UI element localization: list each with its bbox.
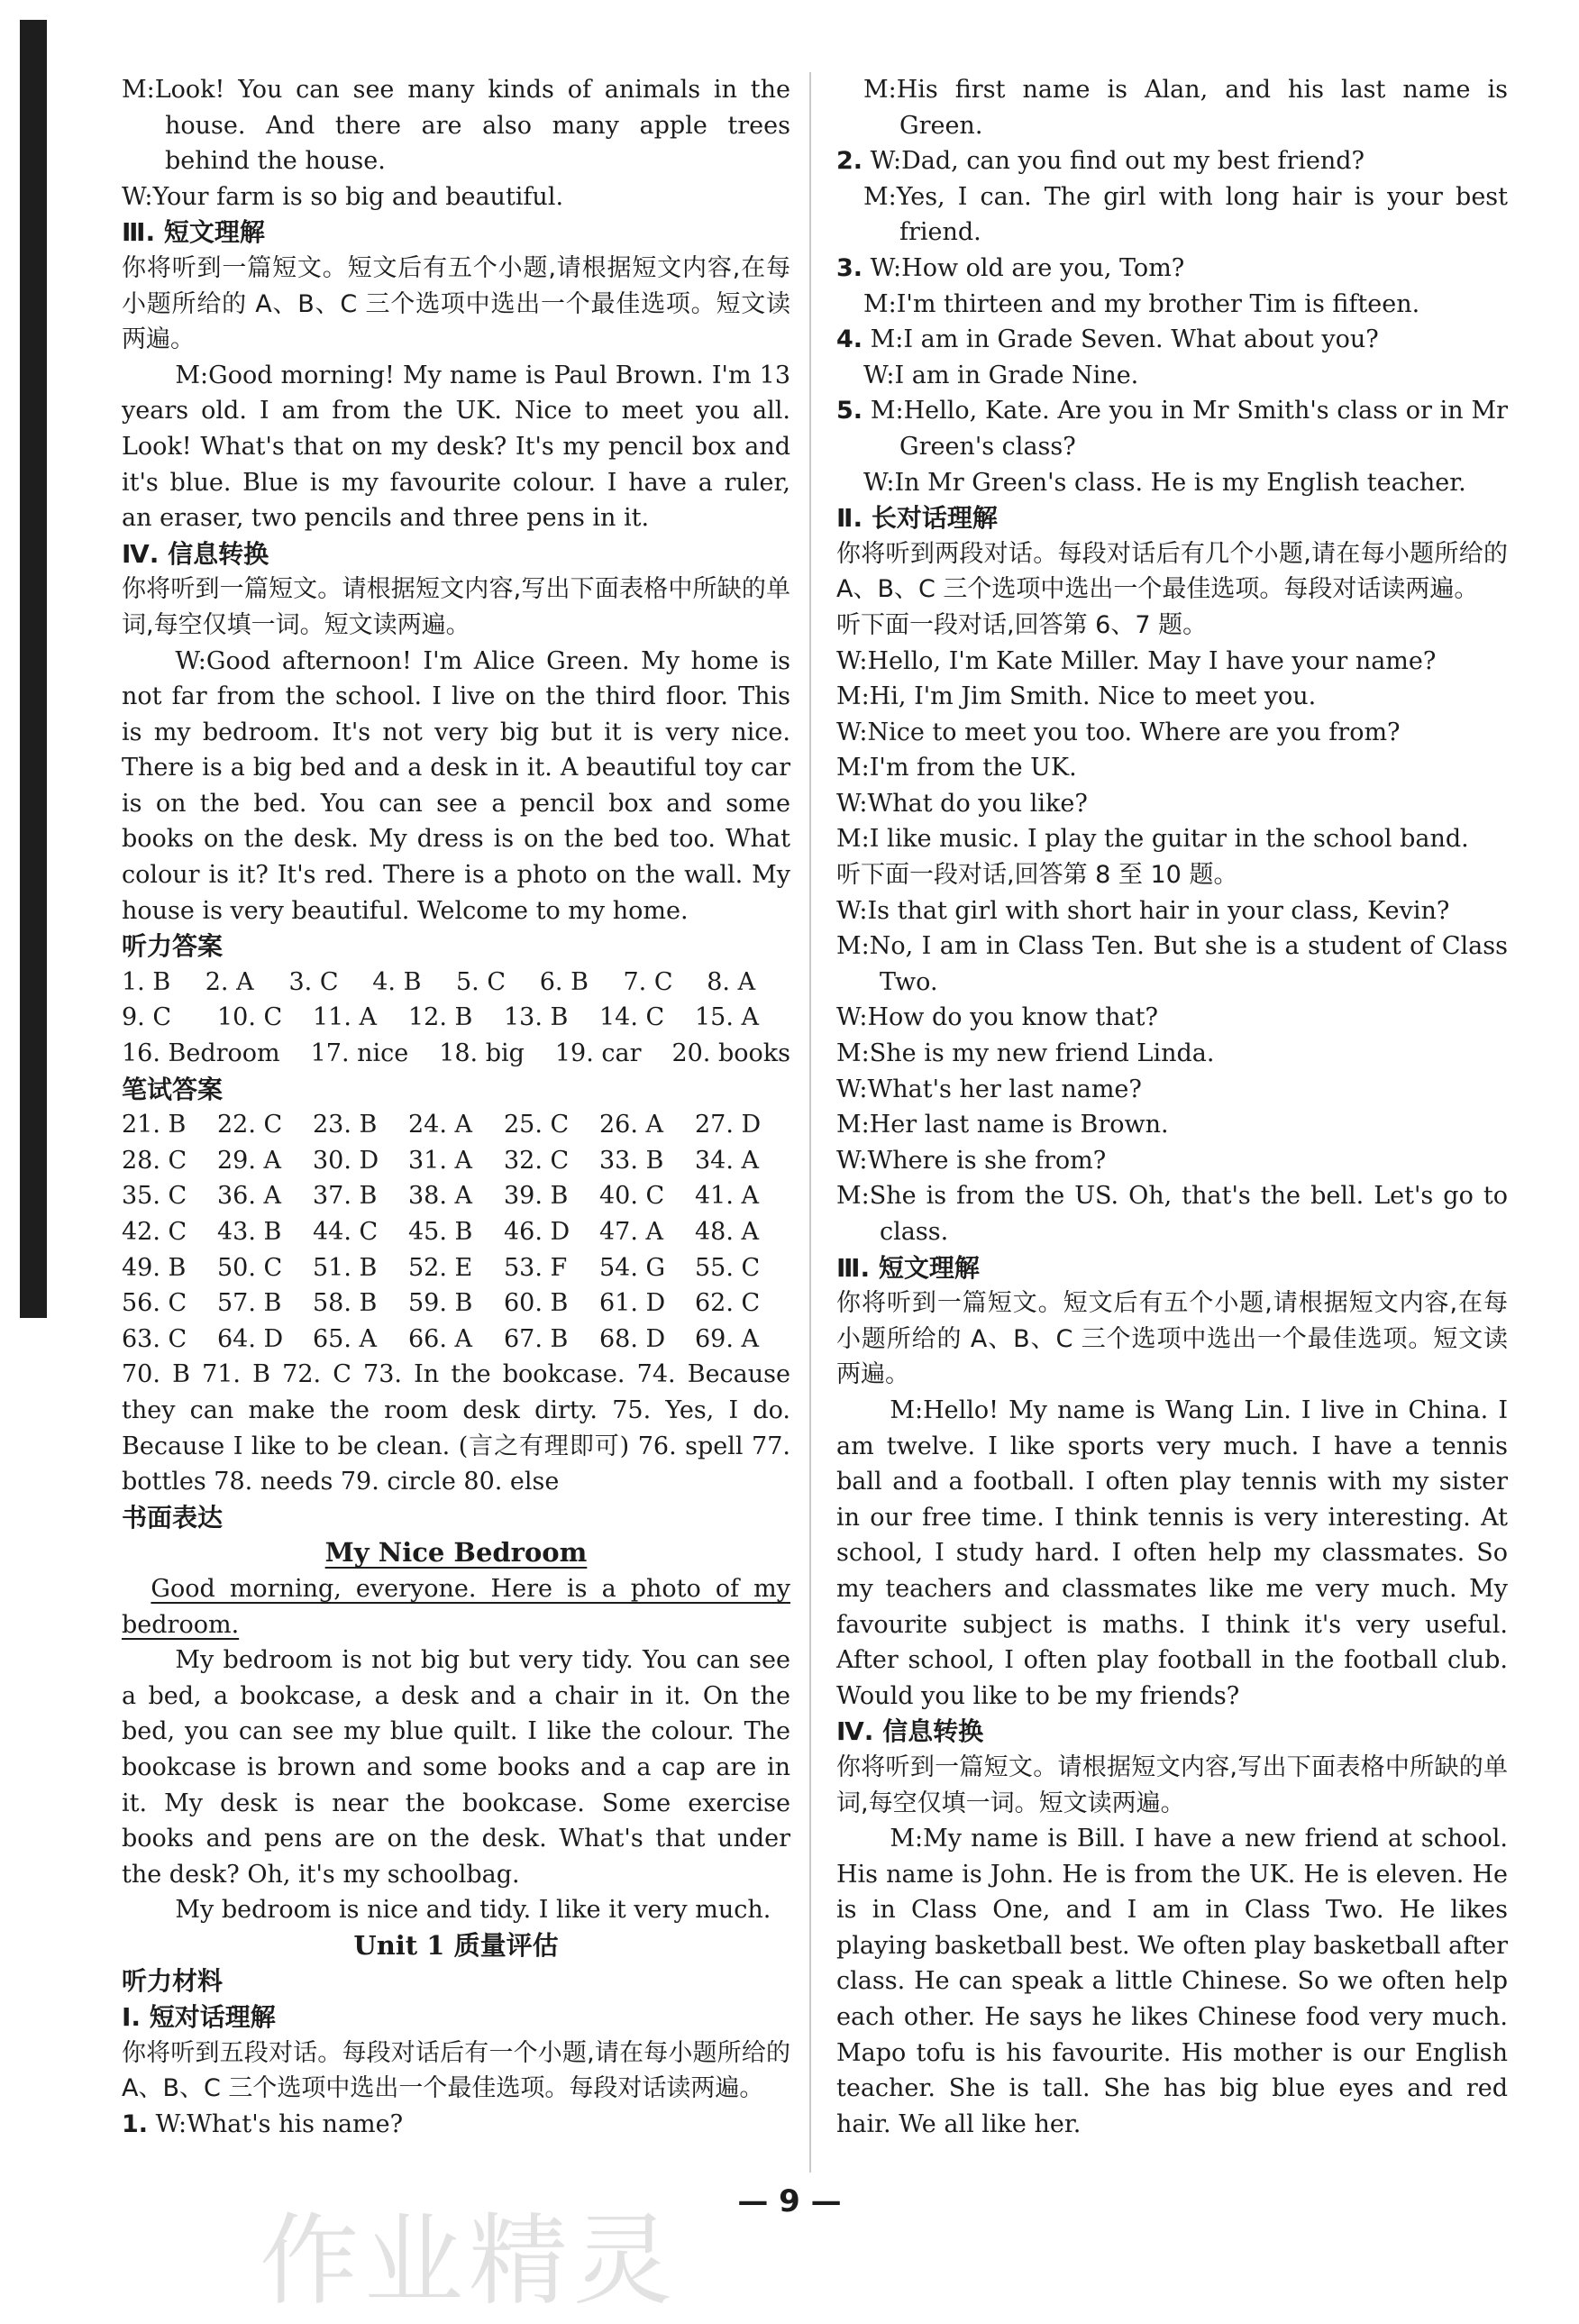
- answer-item: 41. A: [695, 1182, 760, 1211]
- answer-item: 20. books: [671, 1039, 790, 1068]
- dialog-line: M:His first name is Alan, and his last name is Green.: [863, 76, 1508, 140]
- section-instruction: 你将听到一篇短文。请根据短文内容,写出下面表格中所缺的单词,每空仅填一词。短文读两遍。: [836, 1752, 1508, 1817]
- answer-item: 67. B: [504, 1324, 569, 1353]
- dialog-line: W:Nice to meet you too. Where are you from?: [836, 718, 1401, 746]
- answer-item: 9. C: [122, 1003, 172, 1032]
- answer-item: 44. C: [313, 1218, 379, 1246]
- answer-item: 52. E: [408, 1253, 473, 1282]
- answer-item: 61. D: [599, 1289, 666, 1318]
- dialog-line: W:Where is she from?: [836, 1146, 1107, 1175]
- answer-row: [122, 965, 790, 1001]
- dialog-line: W:How do you know that?: [836, 1003, 1158, 1032]
- answer-item: 39. B: [504, 1182, 569, 1211]
- passage-text: M:Hello! My name is Wang Lin. I live in China. I am twelve. I like sports very much. I have a tennis ball and a football. I often play tennis with my sister in our free time. I think tennis is very interesting. At school, I study hard. I often help my classmates. So my teachers and classmates like me very much. My favourite subject is maths. I think it's very useful. After school, I often play football in the football club. Would you like to be my friends?: [836, 1395, 1508, 1710]
- answer-row: [122, 1143, 790, 1179]
- dialog-line: W:Your farm is so big and beautiful.: [122, 182, 564, 211]
- answer-item: 59. B: [408, 1289, 473, 1318]
- dialog-line: [122, 2107, 790, 2143]
- essay-title-text: My Nice Bedroom: [324, 1537, 588, 1569]
- conversation-intro: 听下面一段对话,回答第 6、7 题。: [836, 610, 1208, 639]
- answer-row: [122, 1286, 790, 1322]
- answer-item: 19. car: [554, 1039, 642, 1068]
- answer-item: 3. C: [288, 967, 339, 996]
- answer-item: 68. D: [599, 1324, 666, 1353]
- watermark-logo: 作业精灵: [260, 2203, 678, 2319]
- conversation-intro: 听下面一段对话,回答第 8 至 10 题。: [836, 861, 1238, 890]
- answer-item: 48. A: [695, 1218, 760, 1246]
- dialog-line: M:She is my new friend Linda.: [836, 1039, 1215, 1068]
- section-title: Ⅱ. 长对话理解: [836, 503, 998, 534]
- unit-title: Unit 1 质量评估: [353, 1929, 559, 1961]
- dialog-line: W:Hello, I'm Kate Miller. May I have your name?: [836, 646, 1437, 675]
- answer-item: 50. C: [217, 1253, 283, 1282]
- dialog-line: M:I like music. I play the guitar in the school band.: [836, 825, 1469, 854]
- answer-item: 4. B: [372, 967, 422, 996]
- answer-item: 15. A: [695, 1003, 760, 1032]
- section-instruction: 你将听到一篇短文。短文后有五个小题,请根据短文内容,在每小题所给的 A、B、C 三个选项中选出一个最佳选项。短文读两遍。: [122, 253, 790, 354]
- answer-tail: 70. B 71. B 72. C 73. In the bookcase. 74. Because they can make the room desk dirty. 75. Yes, I do. Because I like to be clean. (言之有理即可) 76. spell 77. bottles 78. needs 79. circle 80. else: [122, 1360, 790, 1496]
- page-number: — 9 —: [737, 2183, 842, 2219]
- dialog-line: W:In Mr Green's class. He is my English teacher.: [863, 468, 1466, 497]
- answer-row: [122, 1214, 790, 1250]
- answer-item: 34. A: [695, 1146, 760, 1175]
- answer-item: 58. B: [313, 1289, 378, 1318]
- answer-row: [122, 1036, 790, 1072]
- dialog-line: M:Look! You can see many kinds of animals in the house. And there are also many apple trees behind the house.: [122, 76, 790, 176]
- answer-item: 38. A: [408, 1182, 473, 1211]
- right-column: [836, 72, 1508, 2142]
- answer-row: [122, 1178, 790, 1214]
- answer-item: 28. C: [122, 1146, 187, 1175]
- dialog-line: M:Yes, I can. The girl with long hair is your best friend.: [863, 182, 1508, 247]
- answer-item: 46. D: [504, 1218, 570, 1246]
- question-number: 4.: [836, 325, 863, 354]
- essay-paragraph: [122, 1571, 790, 1642]
- answer-item: 23. B: [313, 1111, 378, 1139]
- answer-item: 56. C: [122, 1289, 187, 1318]
- answer-item: 32. C: [504, 1146, 570, 1175]
- section-title: Ⅲ. 短文理解: [836, 1252, 980, 1283]
- answer-item: 51. B: [313, 1253, 378, 1282]
- answer-item: 57. B: [217, 1289, 282, 1318]
- binding-bar: [20, 20, 47, 1318]
- answer-item: 11. A: [313, 1003, 378, 1032]
- dialog-line: M:No, I am in Class Ten. But she is a student of Class Two.: [836, 932, 1508, 996]
- answer-item: 64. D: [217, 1324, 284, 1353]
- answer-row: [122, 1000, 790, 1036]
- answer-item: 18. big: [439, 1039, 525, 1068]
- answers-heading: 笔试答案: [122, 1074, 224, 1104]
- passage-text: M:My name is Bill. I have a new friend at school. His name is John. He is from the UK. He is eleven. He is in Class One, and I am in Class Two. He likes playing basketball best. We often play basketball after class. He can speak a little Chinese. So we often help each other. He says he likes Chinese food very much. Mapo tofu is his favourite. His mother is our English teacher. She is tall. She has big blue eyes and red hair. We all like her.: [836, 1825, 1508, 2138]
- answer-item: 66. A: [408, 1324, 473, 1353]
- answer-item: 30. D: [313, 1146, 379, 1175]
- section-title: Ⅰ. 短对话理解: [122, 2002, 276, 2033]
- answer-item: 49. B: [122, 1253, 187, 1282]
- dialog-line: [836, 322, 1508, 358]
- dialog-line: W:What do you like?: [836, 789, 1088, 818]
- section-title: 听力材料: [122, 1966, 224, 1997]
- answer-item: 40. C: [599, 1182, 665, 1211]
- section-title: Ⅳ. 信息转换: [122, 538, 269, 569]
- question-number: 2.: [836, 147, 863, 176]
- answer-item: 60. B: [504, 1289, 569, 1318]
- section-instruction: 你将听到两段对话。每段对话后有几个小题,请在每小题所给的 A、B、C 三个选项中选出一个最佳选项。每段对话读两遍。: [836, 539, 1508, 604]
- answer-item: 65. A: [313, 1324, 378, 1353]
- answer-item: 45. B: [408, 1218, 473, 1246]
- dialog-text: W:How old are you, Tom?: [870, 253, 1185, 282]
- answer-item: 8. A: [707, 967, 756, 996]
- question-number: 1.: [122, 2109, 149, 2138]
- answer-item: 63. C: [122, 1324, 187, 1353]
- dialog-line: W:I am in Grade Nine.: [863, 361, 1139, 389]
- section-instruction: 你将听到五段对话。每段对话后有一个小题,请在每小题所给的 A、B、C 三个选项中选出一个最佳选项。每段对话读两遍。: [122, 2038, 790, 2103]
- answer-item: 35. C: [122, 1182, 187, 1211]
- dialog-line: M:I'm from the UK.: [836, 754, 1077, 782]
- dialog-line: W:What's her last name?: [836, 1075, 1142, 1103]
- dialog-line: M:She is from the US. Oh, that's the bell. Let's go to class.: [836, 1182, 1508, 1246]
- answer-row: [122, 1322, 790, 1358]
- answer-row: [122, 1250, 790, 1286]
- dialog-text: M:I am in Grade Seven. What about you?: [870, 325, 1379, 354]
- answer-item: 10. C: [217, 1003, 283, 1032]
- answer-item: 36. A: [217, 1182, 282, 1211]
- dialog-line: [836, 143, 1508, 179]
- essay-paragraph: My bedroom is not big but very tidy. You can see a bed, a bookcase, a desk and a chair in it. On the bed, you can see my blue quilt. I like the colour. The bookcase is brown and some books and a cap are in it. My desk is near the bookcase. Some exercise books and pens are on the desk. What's that under the desk? Oh, it's my schoolbag.: [122, 1646, 790, 1889]
- dialog-line: M:I'm thirteen and my brother Tim is fifteen.: [863, 289, 1420, 318]
- section-title: Ⅲ. 短文理解: [122, 217, 265, 248]
- answer-item: 16. Bedroom: [122, 1039, 280, 1068]
- essay-title: [122, 1535, 790, 1571]
- dialog-line: M:Her last name is Brown.: [836, 1111, 1169, 1139]
- passage-text: W:Good afternoon! I'm Alice Green. My home is not far from the school. I live on the third floor. This is my bedroom. It's not very big but it is very nice. There is a big bed and a desk in it. A beautiful toy car is on the bed. You can see a pencil box and some books on the desk. My dress is on the bed too. What colour is it? It's red. There is a photo on the wall. My house is very beautiful. Welcome to my home.: [122, 646, 790, 925]
- section-instruction: 你将听到一篇短文。请根据短文内容,写出下面表格中所缺的单词,每空仅填一词。短文读两遍。: [122, 575, 790, 639]
- section-title: Ⅳ. 信息转换: [836, 1716, 984, 1747]
- answer-item: 6. B: [539, 967, 589, 996]
- answer-item: 1. B: [122, 967, 171, 996]
- essay-opening: Good morning, everyone. Here is a photo of my bedroom.: [122, 1574, 790, 1639]
- answer-item: 13. B: [504, 1003, 569, 1032]
- answer-item: 5. C: [456, 967, 507, 996]
- dialog-line: [836, 251, 1508, 287]
- answer-row: [122, 1107, 790, 1143]
- answer-item: 17. nice: [310, 1039, 409, 1068]
- left-column: [122, 72, 790, 2142]
- answer-item: 54. G: [599, 1253, 666, 1282]
- section-title: 书面表达: [122, 1502, 224, 1533]
- column-divider: [809, 72, 811, 2173]
- answer-item: 62. C: [695, 1289, 761, 1318]
- dialog-line: W:Is that girl with short hair in your class, Kevin?: [836, 896, 1450, 925]
- dialog-text: W:Dad, can you find out my best friend?: [870, 147, 1365, 176]
- question-number: 5.: [836, 397, 863, 425]
- answer-item: 25. C: [504, 1111, 570, 1139]
- answer-item: 24. A: [408, 1111, 473, 1139]
- answers-heading: 听力答案: [122, 931, 224, 962]
- answer-item: 26. A: [599, 1111, 664, 1139]
- question-number: 3.: [836, 253, 863, 282]
- answer-item: 7. C: [623, 967, 673, 996]
- answer-item: 55. C: [695, 1253, 761, 1282]
- answer-item: 33. B: [599, 1146, 664, 1175]
- answer-item: 21. B: [122, 1111, 187, 1139]
- answer-item: 29. A: [217, 1146, 282, 1175]
- answer-item: 69. A: [695, 1324, 760, 1353]
- answer-item: 2. A: [205, 967, 254, 996]
- answer-item: 43. B: [217, 1218, 282, 1246]
- answer-item: 31. A: [408, 1146, 473, 1175]
- answer-item: 47. A: [599, 1218, 664, 1246]
- answer-item: 37. B: [313, 1182, 378, 1211]
- passage-text: M:Good morning! My name is Paul Brown. I'm 13 years old. I am from the UK. Nice to meet you all. Look! What's that on my desk? It's my pencil box and it's blue. Blue is my favourite colour. I have a ruler, an eraser, two pencils and three pens in it.: [122, 361, 790, 533]
- essay-paragraph: My bedroom is nice and tidy. I like it very much.: [175, 1896, 771, 1925]
- answer-item: 12. B: [408, 1003, 473, 1032]
- answer-item: 22. C: [217, 1111, 283, 1139]
- answer-item: 42. C: [122, 1218, 187, 1246]
- dialog-line: [836, 393, 1508, 464]
- dialog-text: W:What's his name?: [155, 2109, 404, 2138]
- answer-item: 14. C: [599, 1003, 665, 1032]
- dialog-text: M:Hello, Kate. Are you in Mr Smith's class or in Mr Green's class?: [870, 397, 1508, 461]
- dialog-line: M:Hi, I'm Jim Smith. Nice to meet you.: [836, 682, 1317, 711]
- answer-item: 53. F: [504, 1253, 568, 1282]
- answer-item: 27. D: [695, 1111, 762, 1139]
- section-instruction: 你将听到一篇短文。短文后有五个小题,请根据短文内容,在每小题所给的 A、B、C 三个选项中选出一个最佳选项。短文读两遍。: [836, 1289, 1508, 1389]
